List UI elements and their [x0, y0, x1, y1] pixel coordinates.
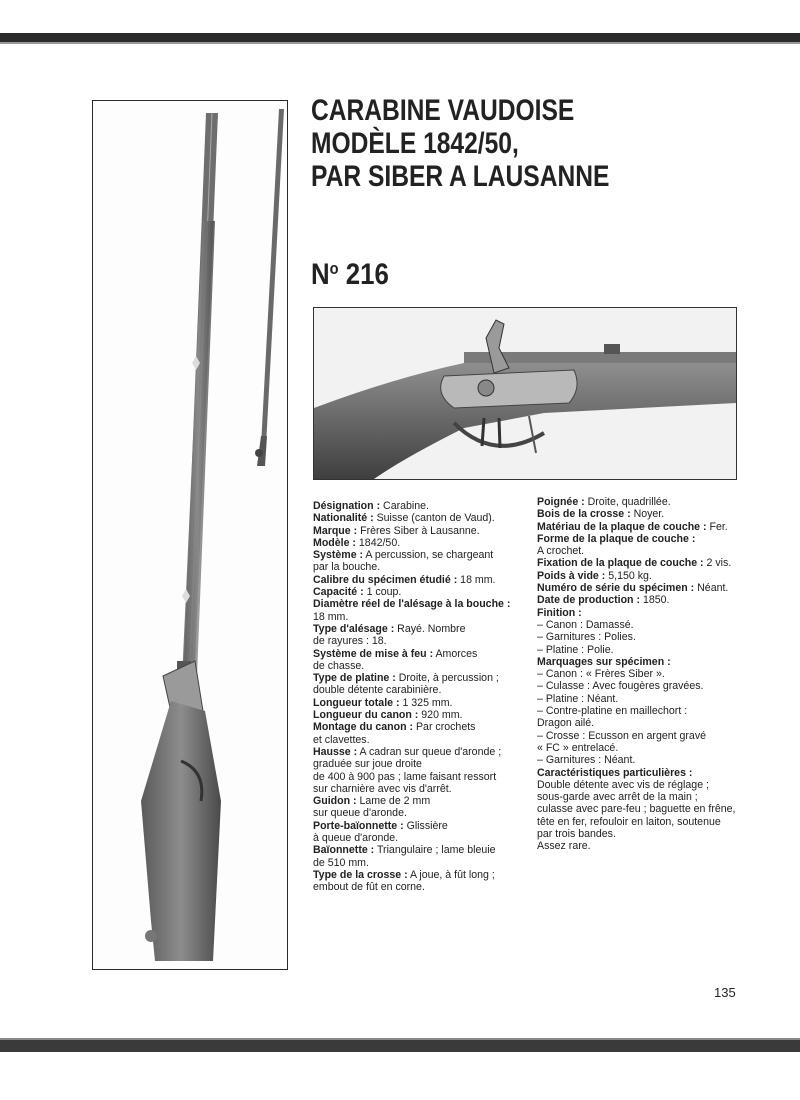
spec-line: [313, 500, 528, 512]
spec-line: [313, 771, 528, 783]
spec-label: Finition :: [537, 606, 582, 619]
spec-label: Poids à vide :: [537, 569, 606, 582]
title-line: CARABINE VAUDOISE: [311, 94, 575, 127]
spec-line: [537, 631, 742, 643]
spec-line: [537, 496, 742, 508]
spec-value: – Garnitures : Polies.: [537, 631, 636, 644]
spec-value: Frères Siber à Lausanne.: [357, 524, 480, 537]
spec-value: 1 coup.: [363, 586, 402, 599]
title-line: PAR SIBER A LAUSANNE: [311, 160, 610, 193]
spec-label: Calibre du spécimen étudié :: [313, 573, 458, 586]
spec-value: Carabine.: [380, 500, 429, 512]
spec-line: [537, 508, 742, 520]
spec-line: [537, 840, 742, 852]
spec-value: sur queue d'aronde.: [313, 807, 407, 820]
spec-label: Montage du canon :: [313, 721, 414, 734]
spec-line: [537, 619, 742, 631]
spec-line: [537, 533, 742, 545]
document-title: [311, 94, 655, 193]
spec-value: tête en fer, refouloir en laiton, soutenue: [537, 815, 721, 828]
spec-line: [313, 598, 528, 610]
spec-line: [313, 561, 528, 573]
spec-value: de chasse.: [313, 659, 365, 672]
spec-line: [537, 828, 742, 840]
spec-value: 1842/50.: [355, 536, 401, 549]
spec-label: Capacité :: [313, 586, 364, 599]
spec-value: Triangulaire ; lame bleuie: [374, 844, 496, 857]
spec-value: Néant.: [694, 582, 729, 595]
spec-line: [537, 521, 742, 533]
spec-label: Type de platine :: [313, 672, 396, 685]
spec-value: – Culasse : Avec fougères gravées.: [537, 680, 704, 693]
rifle-full-view-photo: [92, 100, 288, 970]
specs-left-column: [313, 500, 528, 894]
spec-line: [313, 684, 528, 696]
spec-line: [313, 709, 528, 721]
spec-value: A cadran sur queue d'aronde ;: [357, 745, 502, 758]
spec-line: [537, 816, 742, 828]
spec-line: [537, 754, 742, 766]
spec-line: [313, 881, 528, 893]
spec-line: [537, 742, 742, 754]
spec-line: [313, 623, 528, 635]
spec-line: [313, 734, 528, 746]
number-value: 216: [345, 258, 389, 291]
spec-label: Système de mise à feu :: [313, 647, 434, 660]
spec-value: Par crochets: [413, 721, 476, 734]
spec-value: de rayures : 18.: [313, 635, 387, 648]
spec-label: Fixation de la plaque de couche :: [537, 557, 704, 570]
spec-value: 2 vis.: [703, 557, 732, 570]
spec-line: [537, 668, 742, 680]
spec-value: Assez rare.: [537, 840, 591, 853]
spec-line: [313, 783, 528, 795]
spec-line: [313, 537, 528, 549]
number-prefix: N: [311, 258, 330, 291]
spec-line: [537, 607, 742, 619]
spec-value: culasse avec pare-feu ; baguette en frêne,: [537, 803, 736, 816]
spec-value: Fer.: [706, 520, 728, 533]
spec-label: Baïonnette :: [313, 844, 375, 857]
spec-line: [313, 635, 528, 647]
spec-value: de 510 mm.: [313, 856, 369, 869]
spec-line: [313, 721, 528, 733]
spec-value: A joue, à fût long ;: [407, 868, 495, 881]
spec-value: A crochet.: [537, 545, 585, 558]
spec-line: [313, 844, 528, 856]
spec-value: – Platine : Polie.: [537, 643, 614, 656]
spec-label: Type d'alésage :: [313, 622, 395, 635]
title-line: MODÈLE 1842/50,: [311, 127, 519, 160]
catalog-number: [311, 258, 389, 292]
spec-value: 5,150 kg.: [605, 569, 652, 582]
spec-label: Date de production :: [537, 594, 640, 607]
spec-label: Caractéristiques particulières :: [537, 766, 693, 779]
spec-label: Bois de la crosse :: [537, 508, 631, 521]
top-scan-band: [0, 33, 800, 42]
lock-detail-photo: [313, 307, 737, 480]
spec-line: [313, 512, 528, 524]
spec-line: [537, 767, 742, 779]
spec-line: [313, 672, 528, 684]
spec-line: [313, 832, 528, 844]
spec-line: [537, 582, 742, 594]
spec-line: [313, 611, 528, 623]
spec-label: Nationalité :: [313, 512, 374, 525]
spec-label: Numéro de série du spécimen :: [537, 582, 695, 595]
spec-value: – Canon : Damassé.: [537, 618, 634, 631]
spec-line: [313, 549, 528, 561]
spec-value: Dragon ailé.: [537, 717, 595, 730]
spec-value: double détente carabinière.: [313, 684, 442, 697]
spec-value: par trois bandes.: [537, 828, 616, 841]
spec-value: 1850.: [640, 594, 670, 607]
spec-label: Désignation :: [313, 500, 381, 512]
spec-value: graduée sur joue droite: [313, 758, 422, 771]
spec-label: Porte-baïonnette :: [313, 819, 404, 832]
spec-line: [313, 795, 528, 807]
spec-line: [313, 746, 528, 758]
spec-value: sous-garde avec arrêt de la main ;: [537, 791, 698, 804]
spec-value: embout de fût en corne.: [313, 881, 425, 894]
spec-value: de 400 à 900 pas ; lame faisant ressort: [313, 770, 497, 783]
spec-line: [313, 648, 528, 660]
spec-value: par la bouche.: [313, 561, 381, 574]
spec-line: [313, 807, 528, 819]
spec-label: Diamètre réel de l'alésage à la bouche :: [313, 598, 511, 611]
spec-value: 920 mm.: [418, 709, 463, 722]
spec-label: Hausse :: [313, 745, 358, 758]
spec-label: Poignée :: [537, 496, 585, 508]
bottom-scan-band: [0, 1040, 800, 1052]
spec-value: – Garnitures : Néant.: [537, 754, 636, 767]
spec-value: « FC » entrelacé.: [537, 741, 619, 754]
spec-label: Forme de la plaque de couche :: [537, 532, 696, 545]
spec-line: [537, 594, 742, 606]
spec-label: Type de la crosse :: [313, 868, 408, 881]
spec-line: [313, 697, 528, 709]
page-number: 135: [714, 985, 736, 1000]
spec-line: [313, 660, 528, 672]
spec-line: [537, 680, 742, 692]
spec-value: 18 mm.: [457, 573, 496, 586]
spec-line: [313, 525, 528, 537]
spec-value: A percussion, se chargeant: [363, 549, 494, 562]
spec-value: et clavettes.: [313, 733, 370, 746]
spec-label: Matériau de la plaque de couche :: [537, 520, 707, 533]
spec-line: [313, 857, 528, 869]
spec-line: [537, 705, 742, 717]
spec-line: [537, 717, 742, 729]
spec-label: Guidon :: [313, 795, 357, 808]
spec-line: [313, 869, 528, 881]
spec-value: – Platine : Néant.: [537, 692, 619, 705]
spec-line: [537, 545, 742, 557]
spec-value: Droite, à percussion ;: [395, 672, 499, 685]
spec-value: 1 325 mm.: [399, 696, 453, 709]
spec-line: [537, 644, 742, 656]
spec-line: [537, 656, 742, 668]
spec-label: Système :: [313, 549, 364, 562]
spec-value: – Contre-platine en maillechort :: [537, 705, 688, 718]
spec-line: [537, 791, 742, 803]
spec-line: [313, 574, 528, 586]
spec-line: [537, 557, 742, 569]
spec-line: [313, 586, 528, 598]
spec-label: Longueur totale :: [313, 696, 400, 709]
spec-value: Rayé. Nombre: [394, 622, 466, 635]
spec-value: Lame de 2 mm: [356, 795, 431, 808]
spec-line: [537, 570, 742, 582]
number-sup: o: [329, 259, 339, 278]
spec-line: [537, 693, 742, 705]
spec-line: [537, 803, 742, 815]
spec-label: Marquages sur spécimen :: [537, 655, 671, 668]
spec-value: – Canon : « Frères Siber ».: [537, 668, 665, 681]
spec-label: Longueur du canon :: [313, 709, 419, 722]
spec-value: à queue d'aronde.: [313, 832, 399, 845]
spec-line: [313, 820, 528, 832]
spec-value: 18 mm.: [313, 610, 349, 623]
spec-label: Modèle :: [313, 536, 356, 549]
spec-value: – Crosse : Ecusson en argent gravé: [537, 729, 707, 742]
spec-value: Droite, quadrillée.: [584, 496, 671, 508]
spec-line: [313, 758, 528, 770]
spec-value: Double détente avec vis de réglage ;: [537, 778, 709, 791]
spec-value: Amorces: [433, 647, 478, 660]
spec-value: sur charnière avec vis d'arrêt.: [313, 782, 452, 795]
specs-right-column: [537, 496, 742, 853]
spec-value: Noyer.: [630, 508, 665, 521]
spec-value: Suisse (canton de Vaud).: [373, 512, 495, 525]
spec-line: [537, 779, 742, 791]
spec-line: [537, 730, 742, 742]
spec-label: Marque :: [313, 524, 358, 537]
spec-value: Glissière: [403, 819, 448, 832]
